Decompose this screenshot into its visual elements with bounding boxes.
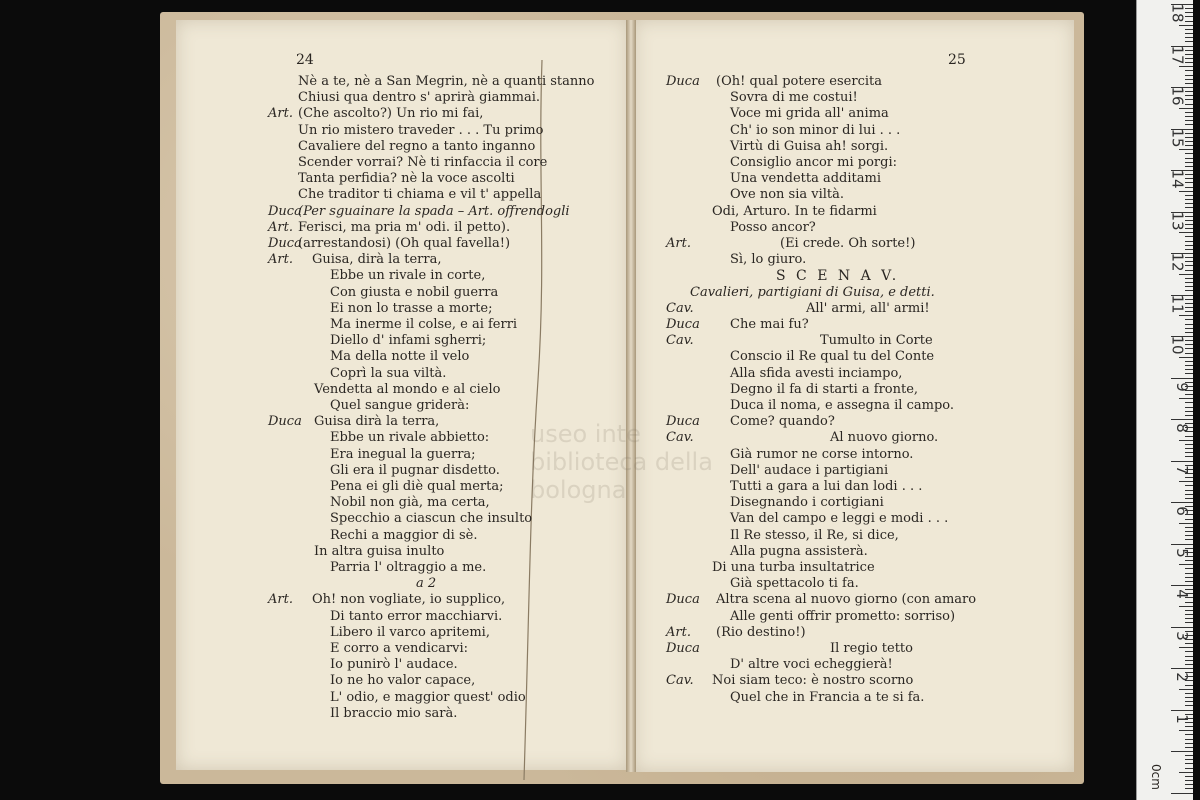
ruler-tick [1179, 730, 1193, 731]
verse-line: Con giusta e nobil guerra [330, 284, 499, 300]
ruler-tick [1185, 158, 1193, 159]
ruler-tick [1185, 739, 1193, 740]
ruler-tick [1171, 793, 1193, 794]
speaker-label: Duca [268, 414, 302, 430]
ruler-tick [1185, 415, 1193, 416]
ruler-number: 1 [1173, 713, 1192, 724]
speaker-label: Duca [666, 317, 700, 332]
ruler-tick [1185, 116, 1193, 117]
verse-line: Dell' audace i partigiani [730, 462, 889, 478]
ruler-tick [1185, 249, 1193, 250]
ruler-number: 14 [1168, 169, 1187, 189]
measurement-ruler [1136, 0, 1193, 800]
verse-line: Era inegual la guerra; [330, 446, 476, 462]
ruler-tick [1185, 734, 1193, 735]
verse-line: Parria l' oltraggio a me. [330, 560, 487, 575]
verse-line: a 2 [416, 576, 437, 592]
verse-line: Posso ancor? [730, 219, 816, 235]
ruler-tick [1185, 120, 1193, 121]
ruler-tick [1185, 614, 1193, 615]
ruler-tick [1185, 664, 1193, 665]
speaker-label: Duca [666, 74, 700, 89]
ruler-tick [1185, 332, 1193, 333]
ruler-number: 8 [1173, 423, 1192, 433]
speaker-label: Art. [268, 592, 293, 608]
ruler-tick [1179, 315, 1193, 316]
verse-line: Già spettacolo ti fa. [730, 576, 859, 592]
ruler-tick [1185, 203, 1193, 204]
verse-line: (Che ascolto?) Un rio mi fai, [298, 106, 484, 122]
ruler-tick [1185, 573, 1193, 574]
ruler-tick [1171, 710, 1193, 711]
ruler-tick [1185, 494, 1193, 495]
ruler-tick [1185, 485, 1193, 486]
verse-line: Virtù di Guisa ah! sorgi. [730, 138, 889, 154]
verse-line: Quel che in Francia a te si fa. [730, 689, 925, 705]
verse-line: Oh! non vogliate, io supplico, [312, 592, 506, 608]
ruler-tick [1185, 411, 1193, 412]
ruler-tick [1185, 456, 1193, 457]
ruler-tick [1185, 70, 1193, 71]
verse-line: Chiusi qua dentro s' aprirà giammai. [298, 90, 541, 106]
verse-line: Noi siam teco: è nostro scorno [712, 673, 914, 689]
ruler-tick [1171, 378, 1193, 379]
verse-line: Diello d' infami sgherri; [330, 333, 487, 349]
speaker-label: Art. [268, 219, 293, 235]
verse-line: Altra scena al nuovo giorno (con amaro [716, 592, 977, 608]
verse-line: Cavalieri, partigiani di Guisa, e detti. [690, 284, 935, 300]
ruler-tick [1185, 602, 1193, 603]
ruler-tick [1185, 498, 1193, 499]
verse-line: Una vendetta additami [730, 171, 881, 187]
verse-line: Tanta perfidia? nè la voce ascolti [298, 171, 515, 187]
ruler-tick [1185, 319, 1193, 320]
verse-line: All' armi, all' armi! [806, 300, 930, 316]
ruler-tick [1185, 373, 1193, 374]
ruler-tick [1185, 519, 1193, 520]
ruler-tick [1185, 324, 1193, 325]
verse-line: Cavaliere del regno a tanto inganno [298, 138, 536, 154]
speaker-label: Art. [268, 252, 293, 268]
verse-line: Vendetta al mondo e al cielo [314, 381, 501, 397]
ruler-tick [1185, 236, 1193, 237]
verse-line: Degno il fa di starti a fronte, [730, 381, 919, 397]
verse-line: Ma della notte il velo [330, 349, 470, 365]
verse-line: Ei non lo trasse a morte; [330, 300, 493, 316]
verse-line: Tumulto in Corte [820, 333, 933, 349]
ruler-tick [1185, 618, 1193, 619]
verse-line: Al nuovo giorno. [830, 430, 939, 446]
speaker-label: Cav. [666, 673, 694, 689]
speaker-label: Cav. [666, 333, 694, 349]
ruler-tick [1171, 585, 1193, 586]
verse-line: Alle genti offrir prometto: sorriso) [730, 608, 956, 624]
ruler-tick [1185, 436, 1193, 437]
ruler-tick [1171, 461, 1193, 462]
verse-line: Tutti a gara a lui dan lodi . . . [730, 479, 923, 494]
ruler-tick [1185, 763, 1193, 764]
speaker-label: Duca [268, 203, 302, 219]
scene-heading: S C E N A V. [776, 268, 900, 285]
ruler-tick [1185, 361, 1193, 362]
ruler-tick [1185, 726, 1193, 727]
speaker-label: Duca [268, 236, 302, 251]
ruler-tick [1179, 689, 1193, 690]
ruler-tick [1185, 784, 1193, 785]
verse-line: L' odio, e maggior quest' odio [330, 689, 526, 705]
verse-line: (Oh! qual potere esercita [716, 74, 882, 89]
verse-line: Io ne ho valor capace, [330, 673, 476, 689]
verse-line: Il regio tetto [830, 641, 913, 656]
ruler-tick [1185, 162, 1193, 163]
ruler-tick [1185, 660, 1193, 661]
ruler-tick [1185, 448, 1193, 449]
ruler-tick [1185, 527, 1193, 528]
verse-line: Guisa, dirà la terra, [312, 252, 442, 268]
ruler-tick [1185, 153, 1193, 154]
ruler-number: 18 [1168, 3, 1187, 23]
verse-line: Alla sfida avesti inciampo, [730, 365, 903, 381]
ruler-tick [1179, 25, 1193, 26]
ruler-tick [1171, 751, 1193, 752]
ruler-tick [1179, 232, 1193, 233]
ruler-tick [1185, 697, 1193, 698]
verse-line: Io punirò l' audace. [330, 657, 458, 673]
ruler-tick [1185, 124, 1193, 125]
ruler-tick [1185, 701, 1193, 702]
ruler-tick [1185, 788, 1193, 789]
ruler-tick [1185, 369, 1193, 370]
ruler-tick [1185, 780, 1193, 781]
verse-line: Libero il varco apritemi, [330, 624, 490, 640]
verse-line: Ebbe un rivale in corte, [330, 268, 486, 284]
ruler-tick [1185, 199, 1193, 200]
ruler-tick [1185, 290, 1193, 291]
ruler-tick [1185, 328, 1193, 329]
verse-line: Di una turba insultatrice [712, 560, 875, 575]
ruler-tick [1185, 656, 1193, 657]
ruler-tick [1179, 108, 1193, 109]
verse-line: Ma inerme il colse, e ai ferri [330, 317, 518, 332]
ruler-tick [1185, 622, 1193, 623]
ruler-tick [1185, 282, 1193, 283]
verse-line: Ferisci, ma pria m' odi. il petto). [298, 219, 511, 235]
left-page-number: 24 [296, 52, 314, 68]
verse-line: (Rio destino!) [716, 624, 806, 640]
speaker-label: Duca [666, 592, 700, 608]
ruler-tick [1185, 286, 1193, 287]
library-watermark: useo inte biblioteca della bologna [530, 420, 713, 504]
ruler-tick [1171, 544, 1193, 545]
verse-line: Sovra di me costui! [730, 90, 858, 106]
ruler-tick [1179, 398, 1193, 399]
verse-line: Come? quando? [730, 414, 835, 430]
ruler-tick [1185, 531, 1193, 532]
ruler-tick [1179, 274, 1193, 275]
verse-line: Conscio il Re qual tu del Conte [730, 349, 935, 365]
verse-line: Di tanto error macchiarvi. [330, 608, 503, 624]
verse-line: Pena ei gli diè qual merta; [330, 479, 504, 494]
ruler-tick [1185, 79, 1193, 80]
verse-line: Rechi a maggior di sè. [330, 527, 478, 543]
book-gutter [626, 20, 636, 772]
ruler-tick [1185, 535, 1193, 536]
ruler-tick [1185, 743, 1193, 744]
verse-line: In altra guisa inulto [314, 543, 445, 559]
speaker-label: Cav. [666, 300, 694, 316]
ruler-tick [1185, 759, 1193, 760]
verse-line: Duca il noma, e assegna il campo. [730, 398, 954, 413]
verse-line: Consiglio ancor mi porgi: [730, 155, 897, 170]
verse-line: Sì, lo giuro. [730, 252, 807, 268]
ruler-tick [1185, 610, 1193, 611]
ruler-tick [1171, 627, 1193, 628]
verse-line: Che traditor ti chiama e vil t' appella [298, 187, 542, 203]
ruler-number: 5 [1173, 547, 1192, 558]
ruler-number: 13 [1168, 210, 1187, 231]
verse-line: Un rio mistero traveder . . . Tu primo [298, 122, 544, 138]
ruler-tick [1185, 776, 1193, 777]
ruler-number: 12 [1168, 252, 1187, 272]
ruler-tick [1185, 577, 1193, 578]
verse-line: D' altre voci echeggierà! [730, 657, 893, 673]
verse-line: E corro a vendicarvi: [330, 641, 469, 656]
verse-line: Quel sangue griderà: [330, 398, 470, 413]
ruler-tick [1185, 643, 1193, 644]
ruler-tick [1185, 444, 1193, 445]
speaker-label: Duca [666, 414, 700, 430]
verse-line: (arrestandosi) (Oh qual favella!) [298, 236, 511, 251]
ruler-number: 10 [1168, 335, 1187, 355]
verse-line: (Per sguainare la spada – Art. offrendogli [298, 203, 570, 219]
ruler-tick [1185, 112, 1193, 113]
ruler-tick [1179, 606, 1193, 607]
ruler-tick [1179, 647, 1193, 648]
ruler-tick [1179, 523, 1193, 524]
ruler-tick [1185, 651, 1193, 652]
verse-line: Van del campo e leggi e modi . . . [730, 511, 949, 527]
ruler-tick [1179, 440, 1193, 441]
ruler-tick [1179, 191, 1193, 192]
verse-line: Guisa dirà la terra, [314, 414, 440, 430]
speaker-label: Art. [666, 236, 691, 251]
ruler-tick [1185, 693, 1193, 694]
verse-line: Voce mi grida all' anima [730, 106, 889, 122]
ruler-number: 9 [1173, 381, 1192, 392]
speaker-label: Cav. [666, 430, 694, 446]
verse-line: Ch' io son minor di lui . . . [730, 122, 901, 138]
ruler-tick [1171, 668, 1193, 669]
ruler-tick [1185, 29, 1193, 30]
ruler-number: 4 [1173, 589, 1192, 599]
ruler-tick [1185, 207, 1193, 208]
verse-line: Che mai fu? [730, 317, 809, 332]
ruler-tick [1185, 75, 1193, 76]
verse-line: Ove non sia viltà. [730, 187, 845, 203]
verse-line: Coprì la sua viltà. [330, 365, 447, 381]
ruler-tick [1185, 685, 1193, 686]
ruler-tick [1185, 195, 1193, 196]
ruler-tick [1185, 747, 1193, 748]
ruler-tick [1185, 560, 1193, 561]
ruler-tick [1171, 419, 1193, 420]
ruler-tick [1179, 66, 1193, 67]
ruler-tick [1185, 539, 1193, 540]
ruler-tick [1185, 452, 1193, 453]
ruler-number: 6 [1173, 506, 1192, 516]
verse-line: Disegnando i cortigiani [730, 495, 884, 511]
ruler-tick [1185, 365, 1193, 366]
ruler-unit-label: 0cm [1148, 764, 1163, 790]
ruler-tick [1185, 83, 1193, 84]
speaker-label: Art. [666, 624, 691, 640]
verse-line: (Ei crede. Oh sorte!) [780, 236, 916, 251]
verse-line: Scender vorrai? Nè ti rinfaccia il core [298, 155, 548, 170]
ruler-tick [1179, 772, 1193, 773]
verse-line: Ebbe un rivale abbietto: [330, 430, 490, 446]
ruler-number: 16 [1168, 86, 1187, 106]
verse-line: Già rumor ne corse intorno. [730, 446, 914, 462]
ruler-tick [1185, 581, 1193, 582]
ruler-tick [1179, 357, 1193, 358]
ruler-tick [1179, 149, 1193, 150]
ruler-tick [1185, 490, 1193, 491]
ruler-tick [1171, 502, 1193, 503]
verse-line: Il braccio mio sarà. [330, 705, 458, 721]
ruler-number: 2 [1173, 672, 1192, 682]
verse-line: Alla pugna assisterà. [730, 543, 868, 559]
ruler-number: 15 [1168, 127, 1187, 148]
ruler-tick [1185, 568, 1193, 569]
ruler-tick [1185, 407, 1193, 408]
verse-line: Nè a te, nè a San Megrin, nè a quanti stanno [298, 74, 595, 89]
ruler-tick [1185, 166, 1193, 167]
ruler-number: 3 [1173, 630, 1192, 641]
ruler-tick [1185, 278, 1193, 279]
verse-line: Specchio a ciascun che insulto [330, 511, 533, 527]
verse-line: Il Re stesso, il Re, si dice, [730, 527, 899, 543]
ruler-tick [1185, 394, 1193, 395]
ruler-tick [1185, 33, 1193, 34]
ruler-tick [1185, 37, 1193, 38]
ruler-tick [1185, 402, 1193, 403]
ruler-tick [1185, 755, 1193, 756]
verse-line: Odi, Arturo. In te fidarmi [712, 203, 877, 219]
verse-line: Nobil non già, ma certa, [330, 495, 490, 511]
ruler-tick [1179, 481, 1193, 482]
ruler-tick [1185, 477, 1193, 478]
ruler-number: 7 [1173, 464, 1192, 475]
verse-line: Gli era il pugnar disdetto. [330, 462, 500, 478]
ruler-tick [1185, 241, 1193, 242]
ruler-number: 11 [1168, 293, 1187, 314]
ruler-tick [1185, 245, 1193, 246]
speaker-label: Art. [268, 106, 293, 122]
ruler-tick [1179, 564, 1193, 565]
ruler-tick [1185, 41, 1193, 42]
ruler-tick [1185, 768, 1193, 769]
ruler-number: 17 [1168, 44, 1187, 65]
right-page-number: 25 [948, 52, 966, 68]
ruler-tick [1185, 705, 1193, 706]
speaker-label: Duca [666, 641, 700, 656]
